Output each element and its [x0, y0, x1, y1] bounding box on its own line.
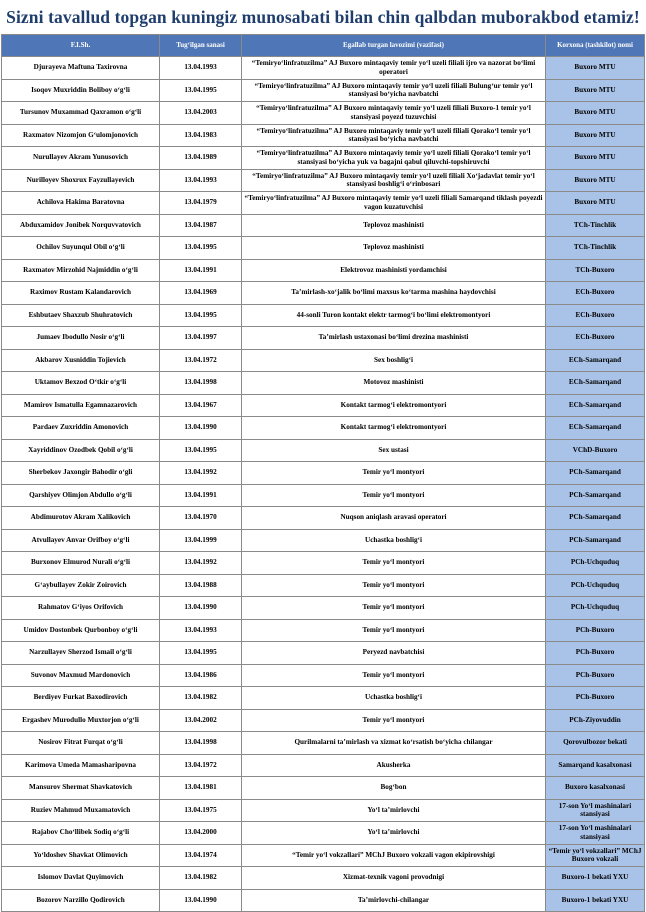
cell-full-name: Nosirov Fitrat Furqat o‘g‘li — [2, 732, 160, 755]
cell-birthdate: 13.04.1995 — [160, 642, 242, 665]
cell-organization: ECh-Samarqand — [546, 394, 645, 417]
cell-organization: “Temir yo‘l vokzallari” MChJ Buxoro vokzali — [546, 844, 645, 867]
cell-position: Sex ustasi — [242, 439, 546, 462]
cell-position: Yo‘l ta’mirlovchi — [242, 799, 546, 822]
column-header-birthdate: Tug‘ilgan sanasi — [160, 35, 242, 57]
cell-position: Bog‘bon — [242, 777, 546, 800]
cell-birthdate: 13.04.1967 — [160, 394, 242, 417]
cell-organization: PCh-Samarqand — [546, 484, 645, 507]
cell-birthdate: 13.04.1981 — [160, 777, 242, 800]
cell-organization: Buxoro MTU — [546, 102, 645, 125]
table-row — [2, 552, 645, 575]
cell-full-name: Qarshiyev Olimjon Abdullo o‘g‘li — [2, 484, 160, 507]
cell-organization: ECh-Buxoro — [546, 327, 645, 350]
table-row — [2, 507, 645, 530]
cell-organization: VChD-Buxoro — [546, 439, 645, 462]
cell-full-name: Rahmatov G‘iyos Orifovich — [2, 597, 160, 620]
cell-full-name: Abduxamidov Jonibek Norquvvatovich — [2, 214, 160, 237]
table-row — [2, 304, 645, 327]
cell-organization: ECh-Buxoro — [546, 304, 645, 327]
cell-organization: TCh-Buxoro — [546, 259, 645, 282]
cell-birthdate: 13.04.2002 — [160, 709, 242, 732]
cell-full-name: Eshbutaev Shaxzub Shuhratovich — [2, 304, 160, 327]
cell-full-name: Sherbekov Jaxongir Bahodir o‘gli — [2, 462, 160, 485]
cell-organization: PCh-Buxoro — [546, 664, 645, 687]
cell-full-name: Raximov Rustam Kalandarovich — [2, 282, 160, 305]
cell-full-name: Berdiyev Furkat Baxodirovich — [2, 687, 160, 710]
cell-birthdate: 13.04.1993 — [160, 57, 242, 80]
cell-full-name: Xayriddinov Ozodbek Qobil o‘g‘li — [2, 439, 160, 462]
cell-birthdate: 13.04.1972 — [160, 754, 242, 777]
table-row — [2, 529, 645, 552]
cell-position: Temir yo‘l montyori — [242, 709, 546, 732]
cell-position: Ta’mirlovchi-chilangar — [242, 889, 546, 912]
table-row — [2, 349, 645, 372]
cell-organization: Buxoro MTU — [546, 57, 645, 80]
cell-birthdate: 13.04.1997 — [160, 327, 242, 350]
cell-birthdate: 13.04.2000 — [160, 822, 242, 845]
cell-birthdate: 13.04.1995 — [160, 439, 242, 462]
cell-organization: Buxoro kasalxonasi — [546, 777, 645, 800]
cell-birthdate: 13.04.1969 — [160, 282, 242, 305]
cell-birthdate: 13.04.1982 — [160, 867, 242, 890]
cell-birthdate: 13.04.1993 — [160, 169, 242, 192]
cell-position: 44-sonli Turon kontakt elektr tarmog‘i bo‘limi elektromontyori — [242, 304, 546, 327]
table-row — [2, 619, 645, 642]
cell-position: Temir yo‘l montyori — [242, 619, 546, 642]
cell-position: Temir yo‘l montyori — [242, 484, 546, 507]
cell-position: Akusherka — [242, 754, 546, 777]
cell-organization: Buxoro-1 bekati YXU — [546, 867, 645, 890]
cell-full-name: Mamirov Ismatulla Egamnazarovich — [2, 394, 160, 417]
table-row — [2, 709, 645, 732]
table-row — [2, 844, 645, 867]
cell-position: Temir yo‘l montyori — [242, 574, 546, 597]
cell-organization: PCh-Buxoro — [546, 642, 645, 665]
table-row — [2, 147, 645, 170]
cell-birthdate: 13.04.1982 — [160, 687, 242, 710]
cell-position: Ta’mirlash ustaxonasi bo‘limi drezina mashinisti — [242, 327, 546, 350]
table-row — [2, 214, 645, 237]
cell-position: Motovoz mashinisti — [242, 372, 546, 395]
table-row — [2, 754, 645, 777]
column-header-organization: Korxona (tashkilot) nomi — [546, 35, 645, 57]
greeting-title: Sizni tavallud topgan kuningiz munosabati bilan chin qalbdan muborakbod etamiz! — [6, 6, 640, 27]
header-row — [2, 35, 645, 57]
cell-position: Kontakt tarmog‘i elektromontyori — [242, 417, 546, 440]
cell-position: Uchastka boshlig‘i — [242, 529, 546, 552]
cell-full-name: Ochilov Suyunqul Obil o‘g‘li — [2, 237, 160, 260]
cell-birthdate: 13.04.1986 — [160, 664, 242, 687]
table-row — [2, 889, 645, 912]
cell-full-name: Karimova Umeda Mamasharipovna — [2, 754, 160, 777]
cell-birthdate: 13.04.1993 — [160, 619, 242, 642]
cell-organization: PCh-Ziyovuddin — [546, 709, 645, 732]
table-row — [2, 282, 645, 305]
table-row — [2, 79, 645, 102]
table-row — [2, 192, 645, 215]
table-row — [2, 372, 645, 395]
cell-position: “Temiryo‘linfratuzilma” AJ Buxoro mintaqaviy temir yo‘l uzeli filiali Bulung‘ur temir yo‘l stansiyasi bo‘yicha navbatchi — [242, 79, 546, 102]
cell-position: Temir yo‘l montyori — [242, 462, 546, 485]
cell-birthdate: 13.04.1970 — [160, 507, 242, 530]
cell-organization: TCh-Tinchlik — [546, 237, 645, 260]
cell-position: Kontakt tarmog‘i elektromontyori — [242, 394, 546, 417]
cell-organization: Buxoro MTU — [546, 79, 645, 102]
cell-organization: TCh-Tinchlik — [546, 214, 645, 237]
cell-position: “Temiryo‘linfratuzilma” AJ Buxoro mintaqaviy temir yo‘l uzeli filiali Buxoro-1 temir yo‘l stansiyasi poyezd tuzuvchisi — [242, 102, 546, 125]
cell-position: Sex boshlig‘i — [242, 349, 546, 372]
cell-birthdate: 13.04.1987 — [160, 214, 242, 237]
cell-position: Nuqson aniqlash aravasi operatori — [242, 507, 546, 530]
cell-organization: Buxoro MTU — [546, 192, 645, 215]
cell-full-name: Burxonov Elmurod Nurali o‘g‘li — [2, 552, 160, 575]
cell-organization: Samarqand kasalxonasi — [546, 754, 645, 777]
cell-position: Qurilmalarni ta’mirlash va xizmat ko‘rsatish bo‘yicha chilangar — [242, 732, 546, 755]
cell-organization: PCh-Samarqand — [546, 529, 645, 552]
cell-organization: PCh-Samarqand — [546, 462, 645, 485]
cell-full-name: Ruziev Mahmud Muxamatovich — [2, 799, 160, 822]
cell-organization: Buxoro-1 bekati YXU — [546, 889, 645, 912]
cell-birthdate: 13.04.1988 — [160, 574, 242, 597]
table-row — [2, 169, 645, 192]
table-row — [2, 237, 645, 260]
cell-full-name: Nurilloyev Shoxrux Fayzullayevich — [2, 169, 160, 192]
cell-position: Teplovoz mashinisti — [242, 214, 546, 237]
birthday-table — [1, 34, 645, 912]
table-row — [2, 777, 645, 800]
table-row — [2, 327, 645, 350]
cell-full-name: Isoqov Muxriddin Boliboy o‘g‘li — [2, 79, 160, 102]
cell-full-name: Achilova Hakima Baratovna — [2, 192, 160, 215]
table-row — [2, 394, 645, 417]
cell-organization: Buxoro MTU — [546, 147, 645, 170]
table-row — [2, 102, 645, 125]
cell-full-name: Pardaev Zuxriddin Amonovich — [2, 417, 160, 440]
cell-full-name: Islomov Davlat Quyimovich — [2, 867, 160, 890]
table-row — [2, 867, 645, 890]
cell-position: Temir yo‘l montyori — [242, 552, 546, 575]
cell-position: Temir yo‘l montyori — [242, 597, 546, 620]
cell-organization: Buxoro MTU — [546, 169, 645, 192]
cell-full-name: Akbarov Xusniddin Tojievich — [2, 349, 160, 372]
cell-organization: ECh-Samarqand — [546, 417, 645, 440]
cell-birthdate: 13.04.1998 — [160, 732, 242, 755]
cell-birthdate: 13.04.1974 — [160, 844, 242, 867]
table-row — [2, 687, 645, 710]
cell-full-name: Nurullayev Akram Yunusovich — [2, 147, 160, 170]
table-body — [2, 57, 645, 912]
column-header-position: Egallab turgan lavozimi (vazifasi) — [242, 35, 546, 57]
cell-birthdate: 13.04.1989 — [160, 147, 242, 170]
cell-position: “Temiryo‘linfratuzilma” AJ Buxoro mintaqaviy temir yo‘l uzeli filiali Qorako‘l temir yo‘l stansiyasi bo‘yicha yuk va bagajni qabul qiluvchi-topshiruvchi — [242, 147, 546, 170]
cell-full-name: Narzullayev Sherzod Ismail o‘g‘li — [2, 642, 160, 665]
cell-organization: ECh-Buxoro — [546, 282, 645, 305]
cell-position: “Temiryo‘linfratuzilma” AJ Buxoro mintaqaviy temir yo‘l uzeli filiali Samarqand tiklash poyezdi vagon kuzatuvchisi — [242, 192, 546, 215]
cell-organization: PCh-Buxoro — [546, 619, 645, 642]
cell-birthdate: 13.04.1995 — [160, 304, 242, 327]
table-row — [2, 484, 645, 507]
cell-organization: PCh-Uchquduq — [546, 552, 645, 575]
cell-full-name: Mansurov Shermat Shavkatovich — [2, 777, 160, 800]
column-header-name: F.I.Sh. — [2, 35, 160, 57]
table-row — [2, 732, 645, 755]
cell-birthdate: 13.04.1998 — [160, 372, 242, 395]
cell-position: Yo‘l ta’mirlovchi — [242, 822, 546, 845]
cell-organization: Buxoro MTU — [546, 124, 645, 147]
table-row — [2, 574, 645, 597]
table-row — [2, 462, 645, 485]
cell-position: Temir yo‘l montyori — [242, 664, 546, 687]
cell-full-name: Raxmatov Nizomjon G‘ulomjonovich — [2, 124, 160, 147]
cell-full-name: Atvullayev Anvar Orifboy o‘g‘li — [2, 529, 160, 552]
cell-full-name: Rajabov Cho‘llibek Sodiq o‘g‘li — [2, 822, 160, 845]
cell-birthdate: 13.04.1995 — [160, 79, 242, 102]
cell-organization: PCh-Buxoro — [546, 687, 645, 710]
cell-position: Elektrovoz mashinisti yordamchisi — [242, 259, 546, 282]
cell-organization: 17-son Yo‘l mashinalari stansiyasi — [546, 799, 645, 822]
cell-position: Teplovoz mashinisti — [242, 237, 546, 260]
cell-birthdate: 13.04.1972 — [160, 349, 242, 372]
cell-full-name: Ergashev Murodullo Muxtorjon o‘g‘li — [2, 709, 160, 732]
table-row — [2, 642, 645, 665]
table-row — [2, 439, 645, 462]
cell-full-name: Yo‘ldoshev Shavkat Olimovich — [2, 844, 160, 867]
table-row — [2, 124, 645, 147]
table-row — [2, 417, 645, 440]
cell-birthdate: 13.04.1992 — [160, 552, 242, 575]
cell-full-name: Djurayeva Maftuna Taxirovna — [2, 57, 160, 80]
table-row — [2, 664, 645, 687]
cell-position: Xizmat-texnik vagoni provodnigi — [242, 867, 546, 890]
table-row — [2, 799, 645, 822]
table-row — [2, 822, 645, 845]
cell-birthdate: 13.04.1999 — [160, 529, 242, 552]
cell-full-name: Tursunov Muxammad Qaxramon o‘g‘li — [2, 102, 160, 125]
cell-organization: PCh-Uchquduq — [546, 597, 645, 620]
cell-position: Peryezd navbatchisi — [242, 642, 546, 665]
cell-position: “Temiryo‘linfratuzilma” AJ Buxoro mintaqaviy temir yo‘l uzeli filiali ijro va nazorat bo‘limi operatori — [242, 57, 546, 80]
cell-organization: PCh-Samarqand — [546, 507, 645, 530]
cell-birthdate: 13.04.1975 — [160, 799, 242, 822]
cell-position: “Temiryo‘linfratuzilma” AJ Buxoro mintaqaviy temir yo‘l uzeli filiali Xo‘jadavlat temir yo‘l stansiyasi boshlig‘i o‘rinbosari — [242, 169, 546, 192]
cell-birthdate: 13.04.1990 — [160, 597, 242, 620]
cell-full-name: Uktamov Bexzod O‘tkir o‘g‘li — [2, 372, 160, 395]
cell-birthdate: 13.04.1995 — [160, 237, 242, 260]
table-row — [2, 57, 645, 80]
cell-position: Ta’mirlash-xo‘jalik bo‘limi maxsus ko‘tarma mashina haydovchisi — [242, 282, 546, 305]
cell-organization: 17-son Yo‘l mashinalari stansiyasi — [546, 822, 645, 845]
table-row — [2, 597, 645, 620]
cell-full-name: Umidov Dostonbek Qurbonboy o‘g‘li — [2, 619, 160, 642]
cell-full-name: Raxmatov Mirzohid Najmiddin o‘g‘li — [2, 259, 160, 282]
cell-full-name: G‘aybullayev Zokir Zoirovich — [2, 574, 160, 597]
cell-birthdate: 13.04.1992 — [160, 462, 242, 485]
cell-birthdate: 13.04.1983 — [160, 124, 242, 147]
cell-birthdate: 13.04.2003 — [160, 102, 242, 125]
cell-organization: ECh-Samarqand — [546, 349, 645, 372]
cell-organization: PCh-Uchquduq — [546, 574, 645, 597]
cell-birthdate: 13.04.1979 — [160, 192, 242, 215]
cell-birthdate: 13.04.1991 — [160, 259, 242, 282]
cell-birthdate: 13.04.1990 — [160, 889, 242, 912]
table-row — [2, 259, 645, 282]
table-header — [2, 35, 645, 57]
cell-birthdate: 13.04.1991 — [160, 484, 242, 507]
cell-position: “Temir yo‘l vokzallari” MChJ Buxoro vokzali vagon ekipirovshigi — [242, 844, 546, 867]
cell-organization: Qorovulbozor bekati — [546, 732, 645, 755]
cell-position: “Temiryo‘linfratuzilma” AJ Buxoro mintaqaviy temir yo‘l uzeli filiali Qorako‘l temir yo‘l stansiyasi bo‘yicha navbatchi — [242, 124, 546, 147]
cell-full-name: Bozorov Narzillo Qodirovich — [2, 889, 160, 912]
cell-birthdate: 13.04.1990 — [160, 417, 242, 440]
cell-position: Uchastka boshlig‘i — [242, 687, 546, 710]
cell-full-name: Jumaev Ibodullo Nosir o‘g‘li — [2, 327, 160, 350]
cell-full-name: Abdimurotov Akram Xalikovich — [2, 507, 160, 530]
cell-full-name: Suvonov Maxmud Mardonovich — [2, 664, 160, 687]
cell-organization: ECh-Samarqand — [546, 372, 645, 395]
